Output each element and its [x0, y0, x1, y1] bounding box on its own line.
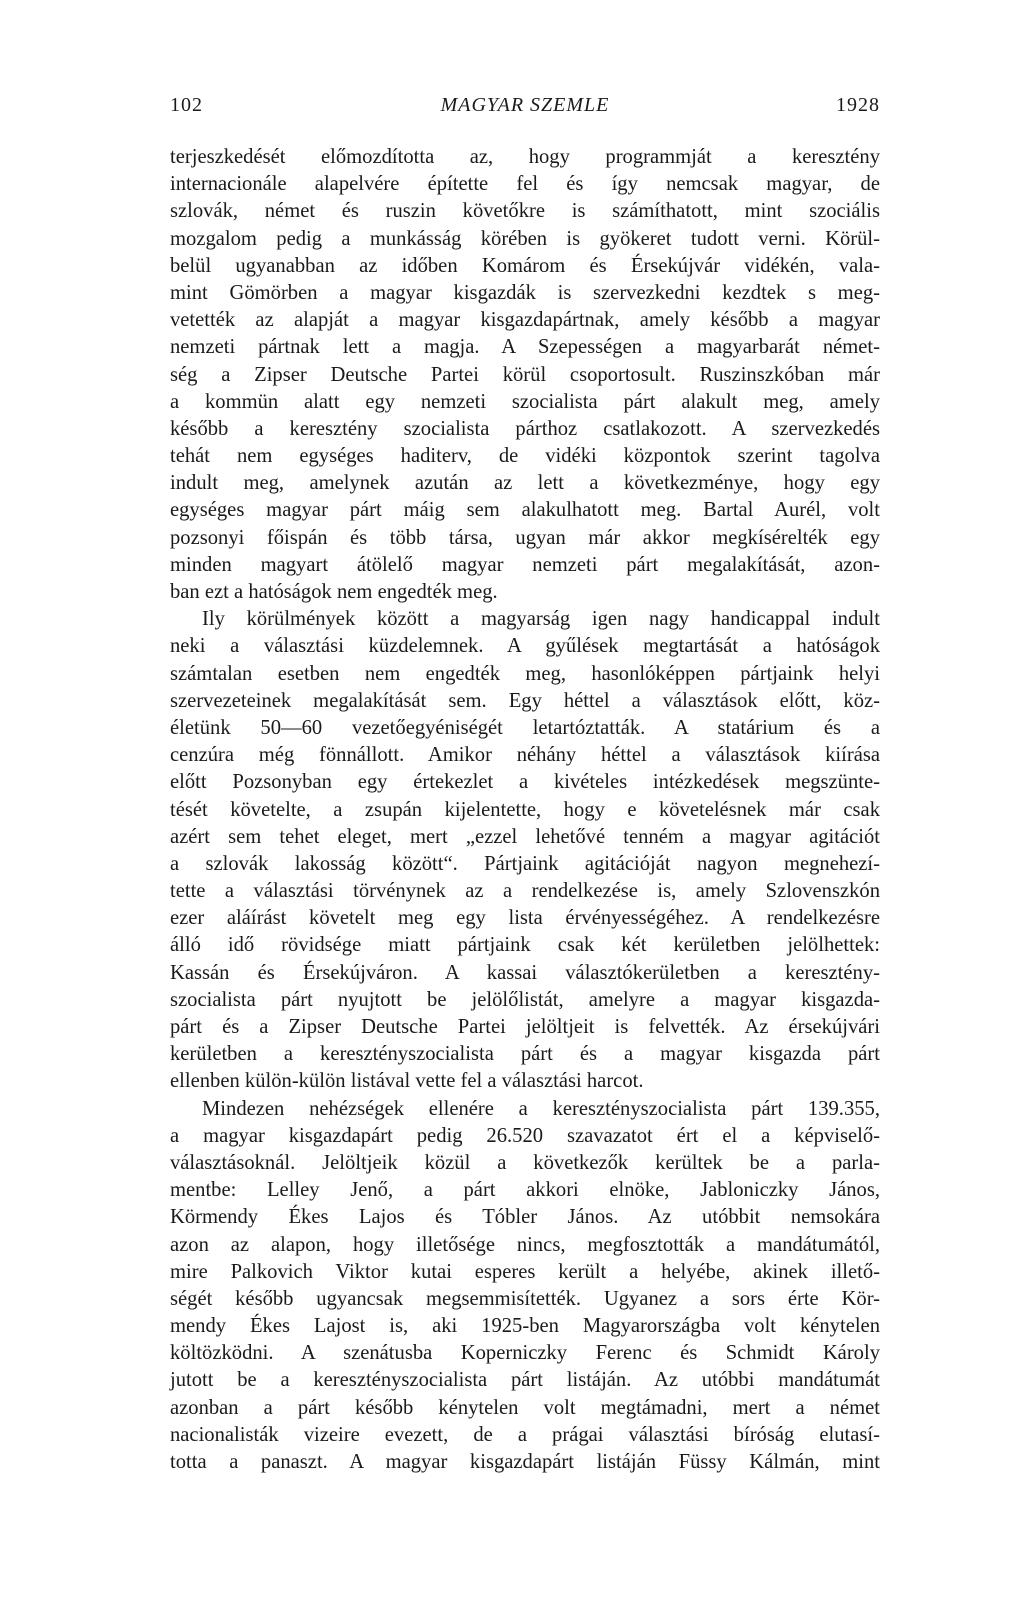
text-line: azonban a párt később kénytelen volt megtámadni, mert a német [170, 1396, 880, 1419]
text-line: álló idő rövidsége miatt pártjaink csak két kerületben jelölhettek: [170, 934, 880, 957]
text-line: ban ezt a hatóságok nem engedték meg. [170, 581, 498, 603]
page-number: 102 [170, 94, 203, 116]
text-line: terjeszkedését előmozdította az, hogy programmját a keresztény [170, 146, 880, 168]
text-line: a kommün alatt egy nemzeti szocialista párt alakult meg, amely [170, 390, 880, 413]
text-line: totta a panaszt. A magyar kisgazdapárt listáján Füssy Kálmán, mint [170, 1451, 880, 1473]
text-line: szlovák, német és ruszin követőkre is számíthatott, mint szociális [170, 200, 880, 223]
text-line: nemzeti pártnak lett a magja. A Szepességen a magyarbarát német- [170, 336, 880, 359]
text-line: ezer aláírást követelt meg egy lista érvényességéhez. A rendelkezésre [170, 907, 880, 930]
text-line: cenzúra még fönnállott. Amikor néhány héttel a választások kiírása [170, 744, 880, 767]
text-line: Mindezen nehézségek ellenére a keresztényszocialista párt 139.355, [202, 1097, 880, 1120]
text-line: jutott be a keresztényszocialista párt listáján. Az utóbbi mandátumát [170, 1369, 880, 1392]
text-line: internacionále alapelvére építette fel és így nemcsak magyar, de [170, 173, 880, 196]
text-line: mint Gömörben a magyar kisgazdák is szervezkedni kezdtek s meg- [170, 281, 880, 304]
text-line: szocialista párt nyujtott be jelölőlistát, amelyre a magyar kisgazda- [170, 988, 880, 1011]
text-line: azon az alapon, hogy illetősége nincs, megfosztották a mandátumától, [170, 1233, 880, 1256]
text-line: mendy Ékes Lajost is, aki 1925-ben Magyarországba volt kénytelen [170, 1315, 880, 1338]
text-line: Kassán és Érsekújváron. A kassai választókerületben a keresztény- [170, 961, 880, 984]
text-line: vetették az alapját a magyar kisgazdapártnak, amely később a magyar [170, 309, 880, 332]
text-line: Ily körülmények között a magyarság igen nagy handicappal indult [202, 608, 880, 631]
text-line: pozsonyi főispán és több társa, ugyan már akkor megkísérelték egy [170, 526, 880, 549]
text-line: életünk 50—60 vezetőegyéniségét letartóztatták. A statárium és a [170, 716, 880, 739]
text-line: nacionalisták vizeire evezett, de a prágai választási bíróság elutasí- [170, 1423, 880, 1446]
text-line: számtalan esetben nem engedték meg, hasonlóképpen pártjaink helyi [170, 662, 880, 685]
publication-year: 1928 [836, 94, 880, 116]
text-line: ségét később ugyancsak megsemmisítették. Ugyanez a sors érte Kör- [170, 1287, 880, 1310]
body-text [170, 144, 880, 1476]
text-line: választásoknál. Jelöltjeik közül a következők kerültek be a parla- [170, 1151, 880, 1174]
text-line: tését követelte, a zsupán kijelentette, hogy e követelésnek már csak [170, 798, 880, 821]
text-line: minden magyart átölelő magyar nemzeti párt megalakítását, azon- [170, 553, 880, 576]
text-line: egységes magyar párt máig sem alakulhatott meg. Bartal Aurél, volt [170, 499, 880, 522]
text-line: ellenben külön-külön listával vette fel a választási harcot. [170, 1070, 644, 1093]
journal-title: MAGYAR SZEMLE [440, 94, 610, 116]
text-line: később a keresztény szocialista párthoz csatlakozott. A szervezkedés [170, 417, 880, 440]
text-line: kerületben a keresztényszocialista párt és a magyar kisgazda párt [170, 1043, 880, 1066]
text-line: ség a Zipser Deutsche Partei körül csoportosult. Ruszinszkóban már [170, 363, 880, 386]
text-line: a magyar kisgazdapárt pedig 26.520 szavazatot ért el a képviselő- [170, 1124, 880, 1147]
text-line: indult meg, amelynek azután az lett a következménye, hogy egy [170, 472, 880, 495]
text-line: azért sem tehet eleget, mert „ezzel lehetővé tenném a magyar agitációt [170, 825, 880, 848]
text-line: a szlovák lakosság között“. Pártjaink agitációját nagyon megnehezí- [170, 852, 880, 875]
text-line: Körmendy Ékes Lajos és Tóbler János. Az utóbbit nemsokára [170, 1206, 880, 1229]
text-line: mentbe: Lelley Jenő, a párt akkori elnöke, Jabloniczky János, [170, 1179, 880, 1202]
text-line: szervezeteinek megalakítását sem. Egy héttel a választások előtt, köz- [170, 689, 880, 712]
text-line: mire Palkovich Viktor kutai esperes került a helyébe, akinek illető- [170, 1260, 880, 1283]
text-line: párt és a Zipser Deutsche Partei jelöltjeit is felvették. Az érsekújvári [170, 1016, 880, 1038]
text-line: neki a választási küzdelemnek. A gyűlések megtartását a hatóságok [170, 635, 880, 658]
text-line: tehát nem egységes haditerv, de vidéki központok szerint tagolva [170, 445, 880, 468]
text-line: tette a választási törvénynek az a rendelkezése is, amely Szlovenszkón [170, 880, 880, 903]
running-head [170, 94, 880, 124]
text-line: költözködni. A szenátusba Koperniczky Ferenc és Schmidt Károly [170, 1342, 880, 1365]
text-line: mozgalom pedig a munkásság körében is gyökeret tudott verni. Körül- [170, 227, 880, 250]
text-line: előtt Pozsonyban egy értekezlet a kivételes intézkedések megszünte- [170, 771, 880, 794]
text-line: belül ugyanabban az időben Komárom és Érsekújvár vidékén, vala- [170, 254, 880, 277]
